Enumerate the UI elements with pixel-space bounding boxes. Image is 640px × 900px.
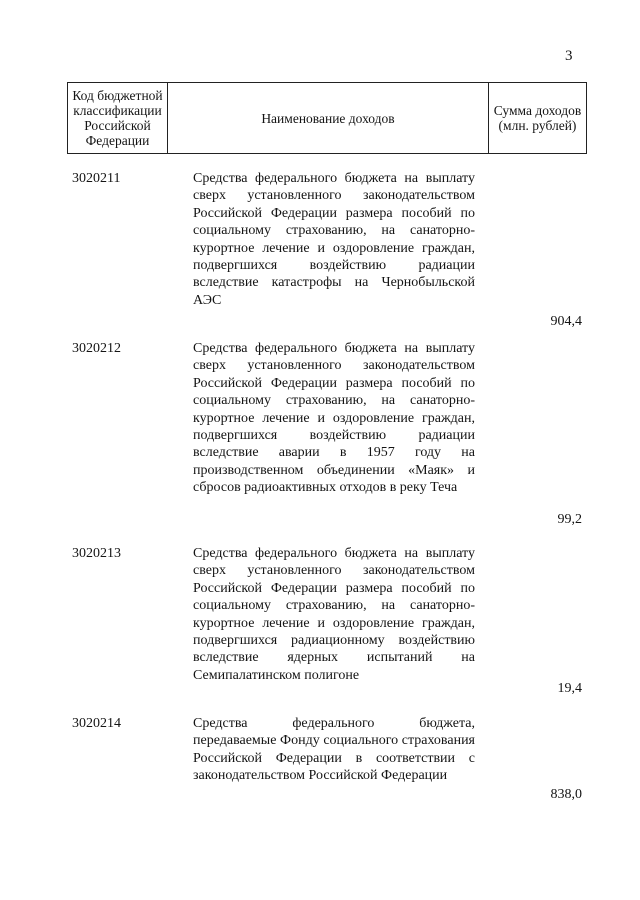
row-amount: 99,2 <box>557 512 582 527</box>
row-amount: 19,4 <box>557 681 582 696</box>
row-description: Средства федерального бюджета на выплату сверх установленного законодательством Российской Федерации размера пособий по социальному страхованию, на санаторно-курортное лечение и оздоровление граждан, подвергшихся воздействию радиации вследствие аварии в 1957 году на производственном объединении «Маяк» и сбросов радиоактивных отходов в реку Теча <box>193 341 475 496</box>
row-code: 3020212 <box>72 341 121 356</box>
row-code: 3020214 <box>72 716 121 731</box>
row-code: 3020213 <box>72 546 121 561</box>
row-description: Средства федерального бюджета, передаваемые Фонду социального страхования Российской Федерации в соответствии с законодательством Российской Федерации <box>193 716 475 784</box>
header-name-cell: Наименование доходов <box>168 83 489 154</box>
header-code-cell: Код бюджетной классификации Российской Федерации <box>68 83 168 154</box>
row-description: Средства федерального бюджета на выплату сверх установленного законодательством Российской Федерации размера пособий по социальному страхованию, на санаторно-курортное лечение и оздоровление граждан, подвергшихся радиационному воздействию вследствие ядерных испытаний на Семипалатинском полигоне <box>193 546 475 683</box>
row-amount: 904,4 <box>550 314 582 329</box>
table-header <box>67 82 587 154</box>
page-number: 3 <box>565 48 573 64</box>
row-code: 3020211 <box>72 171 121 186</box>
header-sum-cell: Сумма доходов (млн. рублей) <box>489 83 587 154</box>
row-description: Средства федерального бюджета на выплату сверх установленного законодательством Российской Федерации размера пособий по социальному страхованию, на санаторно-курортное лечение и оздоровление граждан, подвергшихся воздействию радиации вследствие катастрофы на Чернобыльской АЭС <box>193 171 475 308</box>
row-amount: 838,0 <box>550 787 582 802</box>
